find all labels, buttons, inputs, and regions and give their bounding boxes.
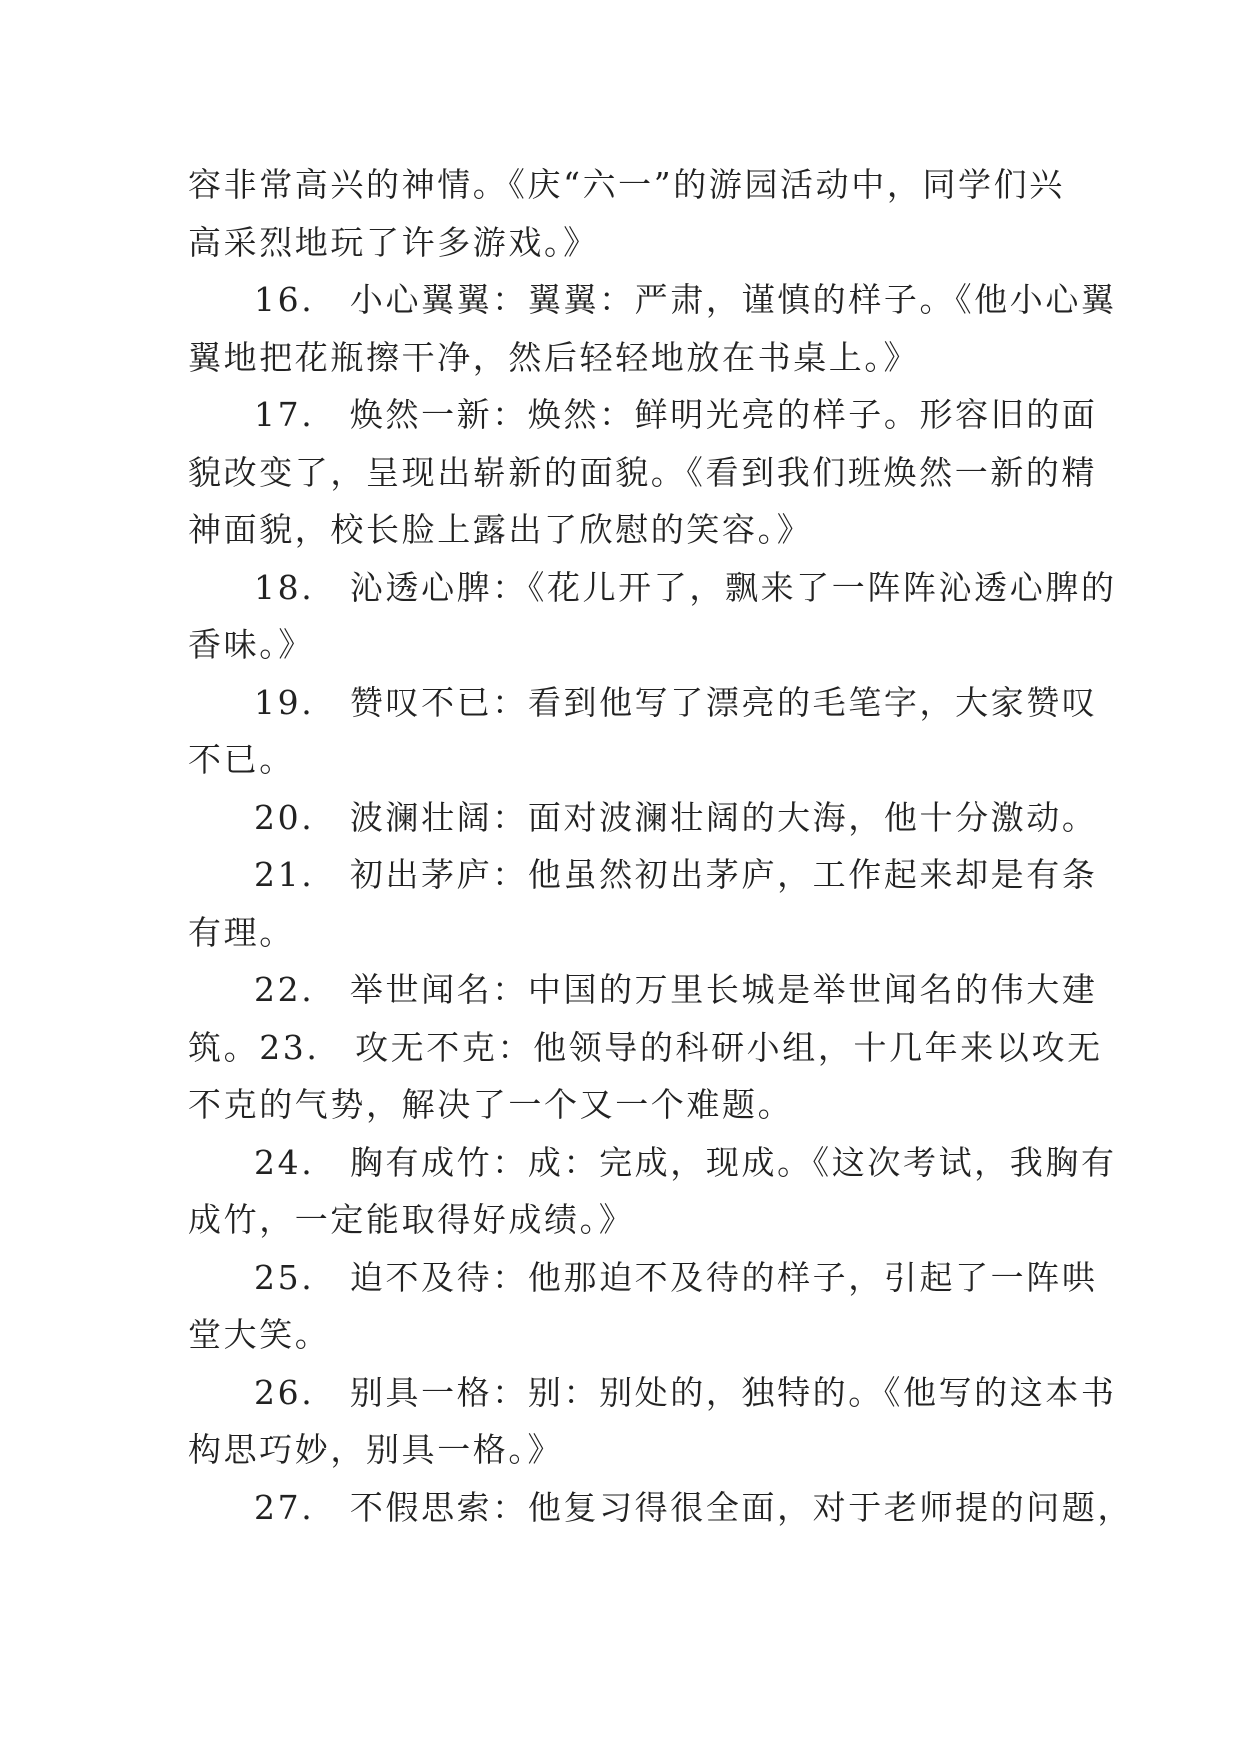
text-line: 翼地把花瓶擦干净，然后轻轻地放在书桌上。》	[188, 337, 920, 377]
text-line: 构思巧妙，别具一格。》	[188, 1430, 564, 1469]
idiom-entry-16: 16. 小心翼翼：翼翼：严肃，谨慎的样子。《他小心翼	[254, 280, 1117, 319]
text-line: 筑。23. 攻无不克：他领导的科研小组，十几年来以攻无	[188, 1027, 1103, 1067]
idiom-entry-20: 20. 波澜壮阔：面对波澜壮阔的大海，他十分激动。	[254, 797, 1098, 837]
idiom-entry-25: 25. 迫不及待：他那迫不及待的样子，引起了一阵哄	[254, 1257, 1098, 1297]
text-line: 神面貌，校长脸上露出了欣慰的笑容。》	[188, 510, 813, 549]
idiom-entry-22: 22. 举世闻名：中国的万里长城是举世闻名的伟大建	[254, 970, 1098, 1009]
text-line: 不克的气势，解决了一个又一个难题。	[188, 1085, 794, 1124]
text-line: 高采烈地玩了许多游戏。》	[188, 222, 599, 262]
document-body	[188, 156, 1134, 1536]
idiom-entry-24: 24. 胸有成竹：成：完成，现成。《这次考试，我胸有	[254, 1142, 1117, 1182]
text-line: 成竹，一定能取得好成绩。》	[188, 1200, 635, 1239]
idiom-entry-26: 26. 别具一格：别：别处的，独特的。《他写的这本书	[254, 1372, 1117, 1412]
text-line: 不已。	[188, 740, 295, 779]
idiom-entry-18: 18. 沁透心脾：《花儿开了，飘来了一阵阵沁透心脾的	[254, 567, 1117, 607]
idiom-entry-21: 21. 初出茅庐：他虽然初出茅庐，工作起来却是有条	[254, 855, 1098, 894]
text-line: 堂大笑。	[188, 1315, 331, 1354]
idiom-entry-17: 17. 焕然一新：焕然：鲜明光亮的样子。形容旧的面	[254, 395, 1098, 434]
idiom-entry-19: 19. 赞叹不已：看到他写了漂亮的毛笔字，大家赞叹	[254, 682, 1098, 722]
text-line: 有理。	[188, 912, 295, 952]
idiom-entry-27: 27. 不假思索：他复习得很全面，对于老师提的问题，	[254, 1487, 1134, 1527]
text-line: 容非常高兴的神情。《庆“六一”的游园活动中，同学们兴	[188, 165, 1065, 204]
text-line: 貌改变了，呈现出崭新的面貌。《看到我们班焕然一新的精	[188, 452, 1098, 492]
text-line: 香味。》	[188, 625, 314, 664]
